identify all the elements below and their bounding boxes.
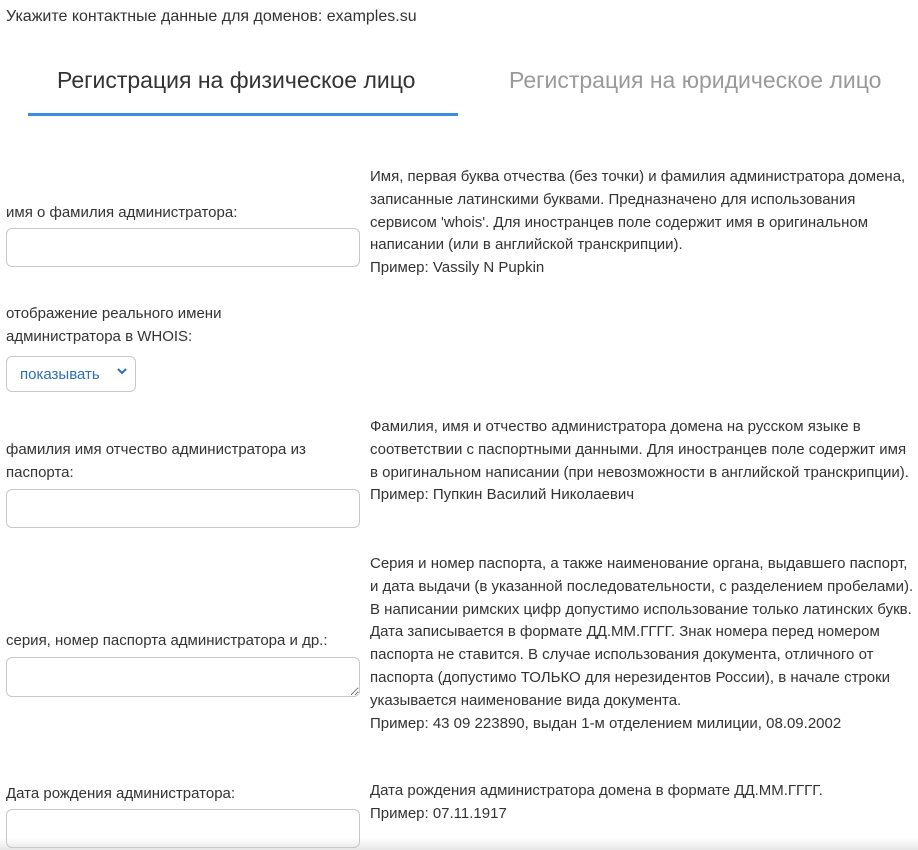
admin-name-label: имя о фамилия администратора: [6,204,238,221]
passport-name-input[interactable] [6,489,360,528]
admin-name-example: Пример: Vassily N Pupkin [370,259,545,277]
passport-example: Пример: 43 09 223890, выдан 1-м отделением милиции, 08.09.2002 [370,714,842,732]
tab-individual[interactable] [28,62,458,116]
tab-legal-entity-label: Регистрация на юридическое лицо [509,67,882,93]
passport-name-label: фамилия имя отчество администратора из паспорта: [6,441,306,481]
birth-date-help-text: Дата рождения администратора домена в формате ДД.ММ.ГГГГ. [370,782,823,799]
tab-individual-label: Регистрация на физическое лицо [57,67,416,93]
passport-help-text: Серия и номер паспорта, а также наименование органа, выдавшего паспорт, и дата выдачи (в указанной последовательности, с разделением пробелами). В написании римских цифр допустимо использование только латинских букв. Дата записывается в формате ДД.ММ.ГГГГ. Знак номера перед номером паспорта не ставится. В случае использования документа, отличного от паспорта (допустимо ТОЛЬКО для нерезидентов России), в начале строки указывается наименование вида документа. [370,555,914,709]
passport-help [370,553,918,735]
passport-name-help [370,416,918,507]
admin-name-help [370,166,918,280]
birth-date-label: Дата рождения администратора: [6,785,236,802]
birth-date-example: Пример: 07.11.1917 [370,804,507,822]
passport-name-help-text: Фамилия, имя и отчество администратора домена на русском языке в соответствии с паспортными данными. Для иностранцев поле содержит имя в оригинальном написании (при невозможности в английской транскрипции). [370,418,909,481]
registration-tabs [0,62,918,116]
passport-name-example: Пример: Пупкин Василий Николаевич [370,486,635,504]
admin-name-input[interactable] [6,228,360,267]
whois-display-selected: показывать [20,366,100,383]
chevron-down-icon [115,364,129,378]
passport-label: серия, номер паспорта администратора и др.: [6,632,328,649]
intro-text: Укажите контактные данные для доменов: examples.su [6,8,417,25]
whois-display-label: отображение реального имени администратора в WHOIS: [6,305,222,345]
passport-textarea[interactable] [6,657,360,697]
admin-name-help-text: Имя, первая буква отчества (без точки) и фамилия администратора домена, записанные латинскими буквами. Предназначено для использования сервисом 'whois'. Для иностранцев поле содержит имя в оригинальном написании (или в английской транскрипции). [370,168,906,254]
bottom-fade [0,838,918,850]
whois-display-select[interactable] [6,356,136,392]
birth-date-help [370,780,918,826]
